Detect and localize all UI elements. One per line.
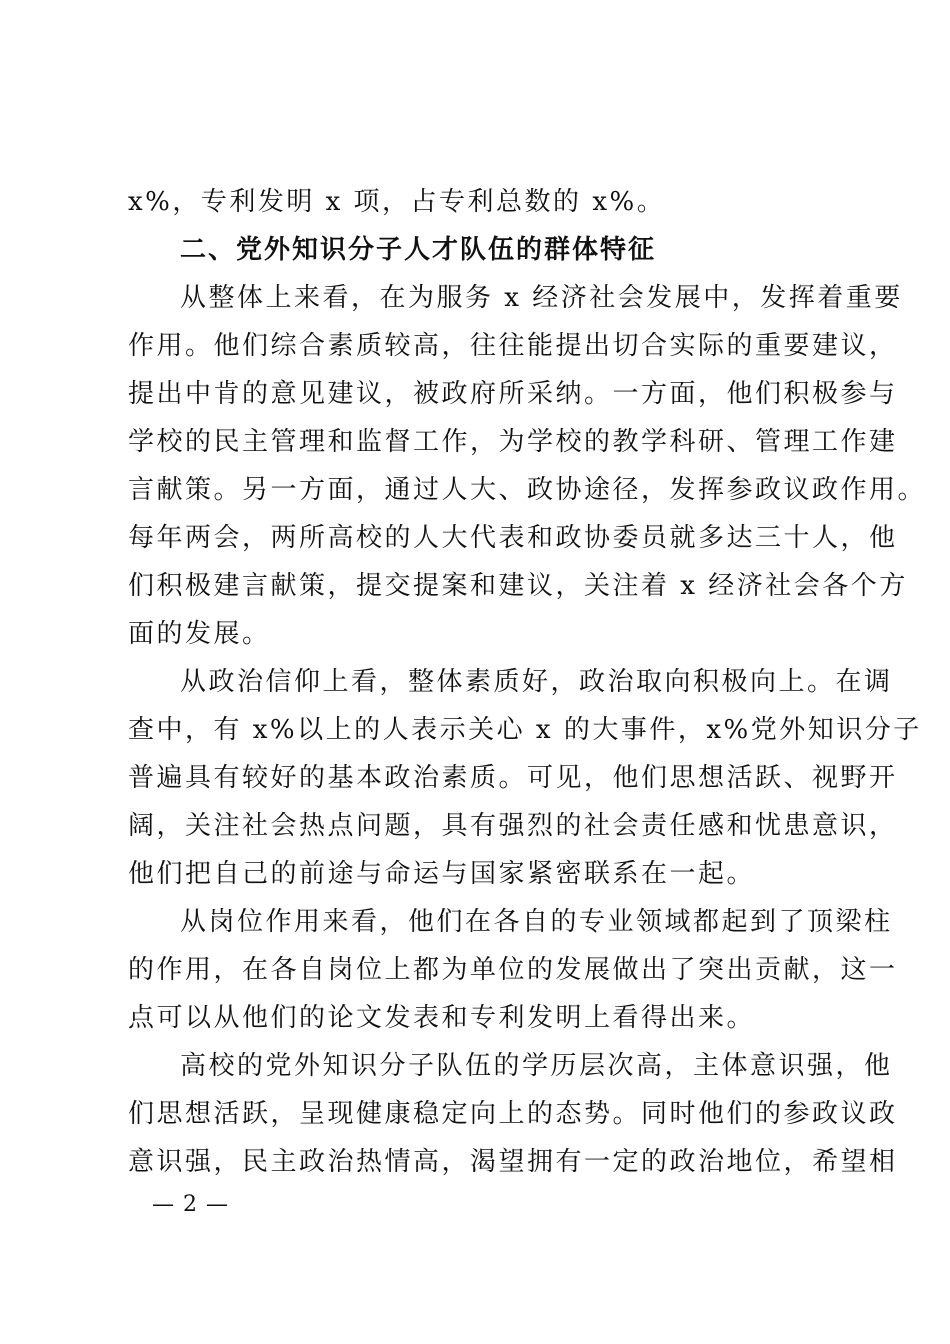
paragraph-line: 阔，关注社会热点问题，具有强烈的社会责任感和忧患意识，: [128, 811, 898, 841]
paragraph-line: 言献策。另一方面，通过人大、政协途径，发挥参政议政作用。: [128, 475, 927, 505]
paragraph-line: 意识强，民主政治热情高，渴望拥有一定的政治地位，希望相: [128, 1147, 898, 1177]
paragraph-line: 高校的党外知识分子队伍的学历层次高，主体意识强，他: [180, 1051, 893, 1081]
paragraph-line: 他们把自己的前途与命运与国家紧密联系在一起。: [128, 859, 756, 889]
paragraph-line: 从政治信仰上看，整体素质好，政治取向积极向上。在调: [180, 667, 893, 697]
paragraph-line: 学校的民主管理和监督工作，为学校的教学科研、管理工作建: [128, 427, 898, 457]
paragraph-line: 每年两会，两所高校的人大代表和政协委员就多达三十人，他: [128, 523, 898, 553]
paragraph-line: 的作用，在各自岗位上都为单位的发展做出了突出贡献，这一: [128, 955, 898, 985]
paragraph-line: 面的发展。: [128, 619, 271, 649]
paragraph-line: 普遍具有较好的基本政治素质。可见，他们思想活跃、视野开: [128, 763, 898, 793]
paragraph-line: 查中，有 x%以上的人表示关心 x 的大事件，x%党外知识分子: [128, 715, 922, 745]
paragraph-line: 从整体上来看，在为服务 x 经济社会发展中，发挥着重要: [180, 283, 903, 313]
paragraph-line: 从岗位作用来看，他们在各自的专业领域都起到了顶梁柱: [180, 907, 893, 937]
paragraph-line: 作用。他们综合素质较高，往往能提出切合实际的重要建议，: [128, 331, 898, 361]
document-body: [128, 178, 927, 1186]
section-heading: 二、党外知识分子人才队伍的群体特征: [180, 235, 657, 265]
paragraph-line: 们积极建言献策，提交提案和建议，关注着 x 经济社会各个方: [128, 571, 908, 601]
paragraph-line: 点可以从他们的论文发表和专利发明上看得出来。: [128, 1003, 756, 1033]
paragraph-line: 们思想活跃，呈现健康稳定向上的态势。同时他们的参政议政: [128, 1099, 898, 1129]
paragraph-line: 提出中肯的意见建议，被政府所采纳。一方面，他们积极参与: [128, 379, 898, 409]
paragraph-line: x%，专利发明 x 项，占专利总数的 x%。: [128, 187, 666, 217]
page-number: — 2 —: [152, 1192, 229, 1217]
